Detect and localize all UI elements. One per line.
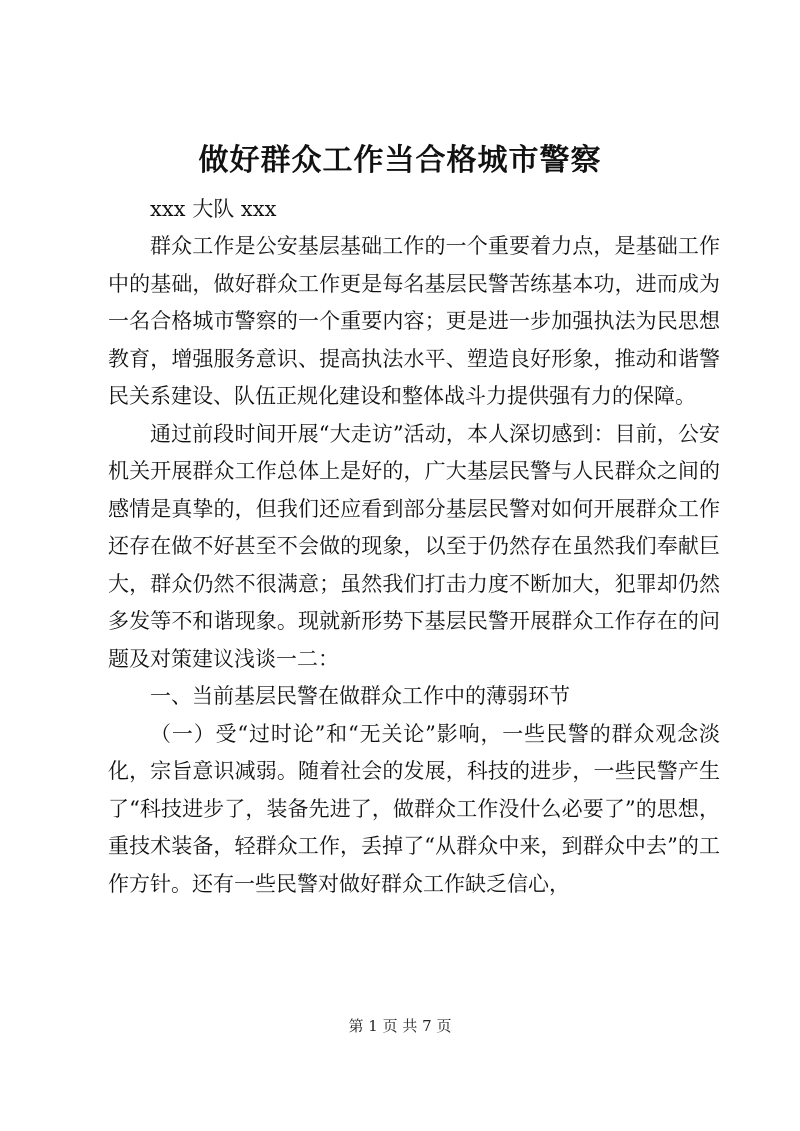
document-title: 做好群众工作当合格城市警察 xyxy=(198,143,602,178)
paragraph-intro: 群众工作是公安基层基础工作的一个重要着力点，是基础工作中的基础，做好群众工作更是每名基层民警苦练基本功，进而成为一名合格城市警察的一个重要内容；更是进一步加强执法为民思想教育，增强服务意识、提高执法水平、塑造良好形象，推动和谐警民关系建设、队伍正规化建设和整体战斗力提供强有力的保障。 xyxy=(108,234,720,408)
section-heading-weak-links: 一、当前基层民警在做群众工作中的薄弱环节 xyxy=(150,684,570,708)
author-line: xxx 大队 xxx xyxy=(150,197,277,221)
document-body xyxy=(108,192,720,903)
paragraph-subsection-1: （一）受“过时论”和“无关论”影响，一些民警的群众观念淡化，宗旨意识减弱。随着社会的发展，科技的进步，一些民警产生了“科技进步了，装备先进了，做群众工作没什么必要了”的思想，重技术装备，轻群众工作，丢掉了“从群众中来，到群众中去”的工作方针。还有一些民警对做好群众工作缺乏信心， xyxy=(108,721,720,896)
paragraph-visit-findings: 通过前段时间开展“大走访”活动，本人深切感到：目前，公安机关开展群众工作总体上是好的，广大基层民警与人民群众之间的感情是真挚的，但我们还应看到部分基层民警对如何开展群众工作还存在做不好甚至不会做的现象，以至于仍然存在虽然我们奉献巨大，群众仍然不很满意；虽然我们打击力度不断加大，犯罪却仍然多发等不和谐现象。现就新形势下基层民警开展群众工作存在的问题及对策建议浅谈一二： xyxy=(108,421,720,671)
page-indicator: 第 1 页 共 7 页 xyxy=(348,1017,452,1035)
